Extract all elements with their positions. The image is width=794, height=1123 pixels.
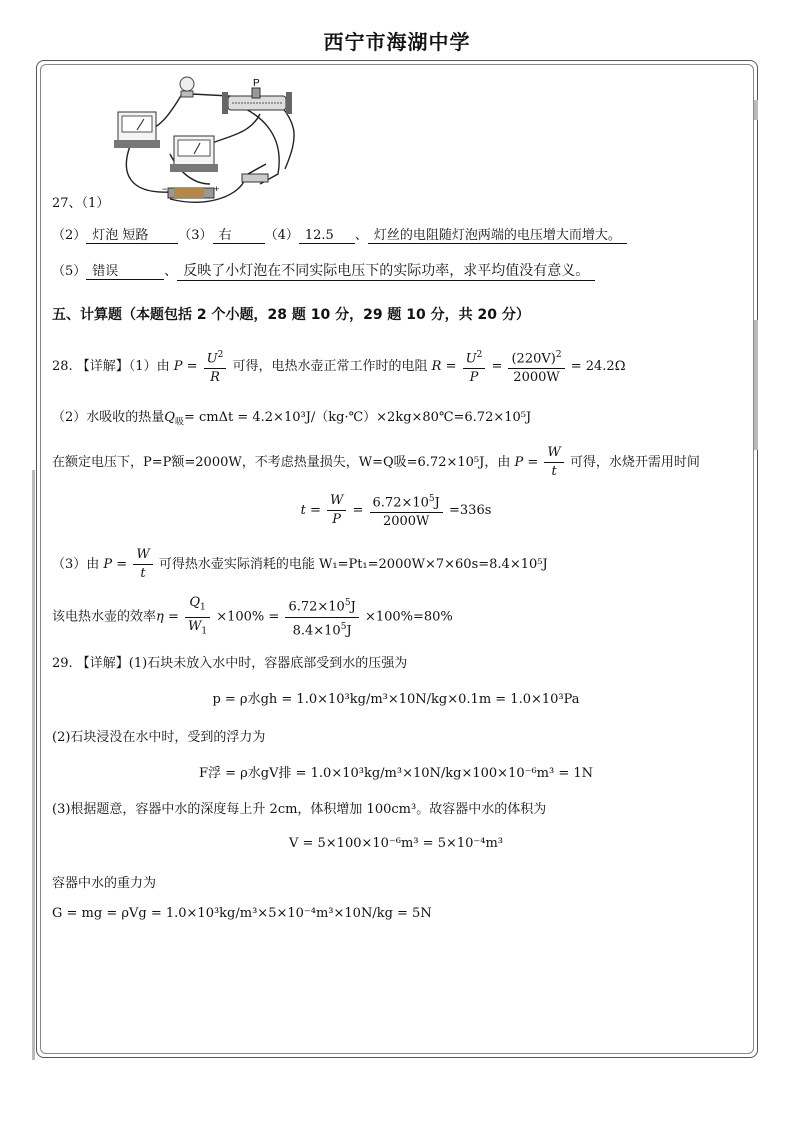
q28-line-3: 在额定电压下，P=P额=2000W，不考虑热量损失，W=Q吸=6.72×10⁵J，由 P = $\frac{W}{t}$ 可得，水烧开需用时间 — [52, 445, 700, 479]
bulb-icon — [180, 77, 194, 97]
binding-mark — [754, 100, 758, 120]
school-title: 西宁市海湖中学 — [323, 30, 471, 54]
q28-line-1: 28. 【详解】（1）由 P = $\frac{U^2}{R}$ 可得，电热水壶正常工作时的电阻 R = $\frac{U^2}{P}$ = $\frac{(220V)^2}{2000W}$ = 24.2Ω — [52, 346, 625, 387]
answer-2: 灯泡 短路 — [86, 224, 178, 244]
q29-eq-volume: V = 5×100×10⁻⁶m³ = 5×10⁻⁴m³ — [288, 836, 504, 851]
q27-row-5: （5） 错误 、 反映了小灯泡在不同实际电压下的实际功率，求平均值没有意义。 — [52, 260, 595, 281]
q28-time-equation: t = $\frac{W}{P}$ = $\frac{6.72\times 10^5J}{2000W}$ =336s — [40, 490, 752, 531]
section-title: 五、计算题（本题包括 2 个小题，28 题 10 分，29 题 10 分，共 20 分） — [52, 307, 530, 323]
q29-eq-pressure: p = ρ水gh = 1.0×10³kg/m³×10N/kg×0.1m = 1.0×10³Pa — [212, 692, 580, 707]
q29-line-4: 容器中水的重力为 — [52, 876, 157, 891]
q28-line-4: （3）由 P = $\frac{W}{t}$ 可得热水壶实际消耗的电能 W₁=Pt₁=2000W×7×60s=8.4×10⁵J — [52, 547, 548, 581]
q29-line-3: (3)根据题意，容器中水的深度每上升 2cm，体积增加 100cm³。故容器中水的体积为 — [52, 802, 547, 817]
binding-mark — [754, 320, 758, 450]
q28-line-2: （2）水吸收的热量$Q_吸= cm\Delta t$ = 4.2×10³J/（kg·℃）×2kg×80℃=6.72×10⁵J — [52, 410, 532, 428]
ammeter-icon — [114, 112, 160, 148]
answer-3: 右 — [213, 224, 265, 244]
q29-line-2: (2)石块浸没在水中时，受到的浮力为 — [52, 730, 266, 745]
battery-minus-label: − — [162, 184, 168, 194]
circuit-diagram — [110, 74, 310, 204]
q28-efficiency: 该电热水壶的效率η = $\frac{Q_1}{W_1}$ ×100% = $\frac{6.72\times 10^5J}{8.4\times 10^5J}$ ×100%=80% — [52, 595, 453, 638]
rheostat-icon — [222, 88, 292, 114]
q27-label: 27、（1） — [52, 196, 110, 211]
battery-icon — [168, 188, 214, 198]
battery-plus-label: + — [214, 184, 220, 194]
rheostat-slider-label: P — [253, 78, 260, 89]
answer-5-reason: 反映了小灯泡在不同实际电压下的实际功率，求平均值没有意义。 — [177, 260, 595, 281]
voltmeter-icon — [170, 136, 218, 172]
answer-4: 12.5 — [299, 228, 355, 244]
binding-mark — [32, 470, 35, 1060]
q29-eq-gravity: G = mg = ρVg = 1.0×10³kg/m³×5×10⁻⁴m³×10N/kg = 5N — [52, 906, 432, 921]
q29-intro: 29. 【详解】(1)石块未放入水中时，容器底部受到水的压强为 — [52, 656, 408, 671]
answer-5: 错误 — [86, 260, 164, 280]
switch-icon — [242, 164, 268, 182]
q27-row-2-4: （2） 灯泡 短路 （3） 右 （4） 12.5 、 灯丝的电阻随灯泡两端的电压增大而增大。 — [52, 224, 627, 244]
q29-eq-buoyancy: F浮 = ρ水gV排 = 1.0×10³kg/m³×10N/kg×100×10⁻⁶m³ = 1N — [198, 766, 594, 781]
answer-4-reason: 灯丝的电阻随灯泡两端的电压增大而增大。 — [368, 224, 627, 244]
